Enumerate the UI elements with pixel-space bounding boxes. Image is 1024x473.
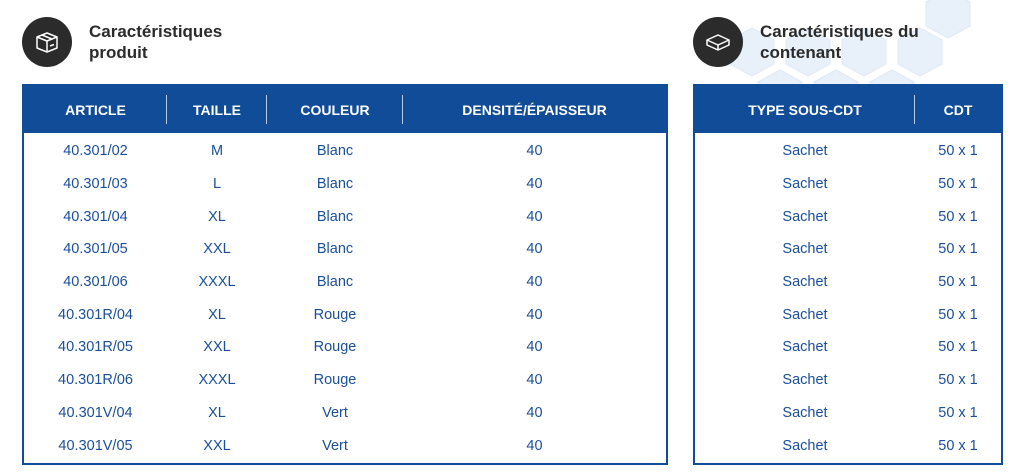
header-cdt: CDT <box>943 101 973 118</box>
type-cell: Sachet <box>782 208 828 225</box>
cdt-cell: 50 x 1 <box>938 208 978 225</box>
table-row <box>24 135 666 168</box>
container-title-line1: Caractéristiques du <box>760 22 919 41</box>
header-taille: TAILLE <box>167 86 267 133</box>
taille-cell: XXL <box>203 241 231 258</box>
container-table-body <box>695 133 1001 463</box>
taille-cell: L <box>212 176 222 193</box>
article-cell: 40.301/02 <box>63 143 128 160</box>
product-header <box>22 16 668 84</box>
article-cell: 40.301R/04 <box>58 306 133 323</box>
article-cell: 40.301V/04 <box>58 404 133 421</box>
taille-cell: XXL <box>203 339 231 356</box>
cdt-cell: 50 x 1 <box>938 274 978 291</box>
table-row <box>24 397 666 430</box>
type-cell: Sachet <box>782 241 828 258</box>
taille-cell: M <box>210 143 224 160</box>
product-section <box>22 16 668 465</box>
couleur-cell: Vert <box>322 404 348 421</box>
couleur-cell: Blanc <box>316 176 354 193</box>
couleur-cell: Vert <box>322 437 348 454</box>
taille-cell: XL <box>208 208 226 225</box>
table-row <box>24 200 666 233</box>
table-row <box>695 200 1001 233</box>
table-row <box>695 429 1001 462</box>
taille-cell: XXXL <box>198 372 236 389</box>
type-cell: Sachet <box>782 339 828 356</box>
header-type-sous-cdt: TYPE SOUS-CDT <box>695 86 915 133</box>
couleur-cell: Blanc <box>316 241 354 258</box>
type-cell: Sachet <box>782 437 828 454</box>
densite-cell: 40 <box>526 176 543 193</box>
type-cell: Sachet <box>782 404 828 421</box>
table-row <box>24 168 666 201</box>
package-icon <box>693 17 743 67</box>
type-cell: Sachet <box>782 176 828 193</box>
product-table <box>22 84 668 465</box>
article-cell: 40.301R/06 <box>58 372 133 389</box>
densite-cell: 40 <box>526 143 543 160</box>
couleur-cell: Blanc <box>316 208 354 225</box>
box-icon <box>22 17 72 67</box>
article-cell: 40.301V/05 <box>58 437 133 454</box>
table-row <box>695 331 1001 364</box>
type-cell: Sachet <box>782 274 828 291</box>
table-row <box>24 298 666 331</box>
couleur-cell: Rouge <box>313 372 357 389</box>
densite-cell: 40 <box>526 208 543 225</box>
densite-cell: 40 <box>526 306 543 323</box>
table-row <box>24 331 666 364</box>
container-header <box>693 16 1003 84</box>
table-row <box>24 233 666 266</box>
cdt-cell: 50 x 1 <box>938 306 978 323</box>
container-title-line2: contenant <box>760 43 842 62</box>
product-table-body <box>24 133 666 463</box>
taille-cell: XXL <box>203 437 231 454</box>
couleur-cell: Blanc <box>316 274 354 291</box>
article-cell: 40.301R/05 <box>58 339 133 356</box>
product-title-line2: produit <box>89 43 148 62</box>
densite-cell: 40 <box>526 241 543 258</box>
densite-cell: 40 <box>526 274 543 291</box>
table-row <box>695 364 1001 397</box>
table-row <box>695 266 1001 299</box>
container-section <box>693 16 1003 465</box>
product-title-line1: Caractéristiques <box>89 22 223 41</box>
type-cell: Sachet <box>782 372 828 389</box>
table-row <box>24 429 666 462</box>
cdt-cell: 50 x 1 <box>938 372 978 389</box>
densite-cell: 40 <box>526 437 543 454</box>
couleur-cell: Rouge <box>313 306 357 323</box>
cdt-cell: 50 x 1 <box>938 241 978 258</box>
table-row <box>695 168 1001 201</box>
table-row <box>695 397 1001 430</box>
densite-cell: 40 <box>526 404 543 421</box>
table-row <box>24 266 666 299</box>
couleur-cell: Rouge <box>313 339 357 356</box>
cdt-cell: 50 x 1 <box>938 143 978 160</box>
cdt-cell: 50 x 1 <box>938 404 978 421</box>
container-table <box>693 84 1003 465</box>
container-table-header <box>695 86 1001 133</box>
taille-cell: XL <box>208 306 226 323</box>
article-cell: 40.301/03 <box>63 176 128 193</box>
header-couleur: COULEUR <box>267 86 403 133</box>
table-row <box>695 135 1001 168</box>
article-cell: 40.301/06 <box>63 274 128 291</box>
type-cell: Sachet <box>782 143 828 160</box>
table-row <box>24 364 666 397</box>
table-row <box>695 298 1001 331</box>
header-densite: DENSITÉ/ÉPAISSEUR <box>462 101 607 118</box>
table-row <box>695 233 1001 266</box>
article-cell: 40.301/05 <box>63 241 128 258</box>
cdt-cell: 50 x 1 <box>938 176 978 193</box>
taille-cell: XXXL <box>198 274 236 291</box>
container-title <box>760 21 950 63</box>
article-cell: 40.301/04 <box>63 208 128 225</box>
product-table-header <box>24 86 666 133</box>
densite-cell: 40 <box>526 372 543 389</box>
cdt-cell: 50 x 1 <box>938 339 978 356</box>
header-article: ARTICLE <box>24 86 167 133</box>
couleur-cell: Blanc <box>316 143 354 160</box>
type-cell: Sachet <box>782 306 828 323</box>
taille-cell: XL <box>208 404 226 421</box>
cdt-cell: 50 x 1 <box>938 437 978 454</box>
product-title <box>89 21 279 63</box>
densite-cell: 40 <box>526 339 543 356</box>
